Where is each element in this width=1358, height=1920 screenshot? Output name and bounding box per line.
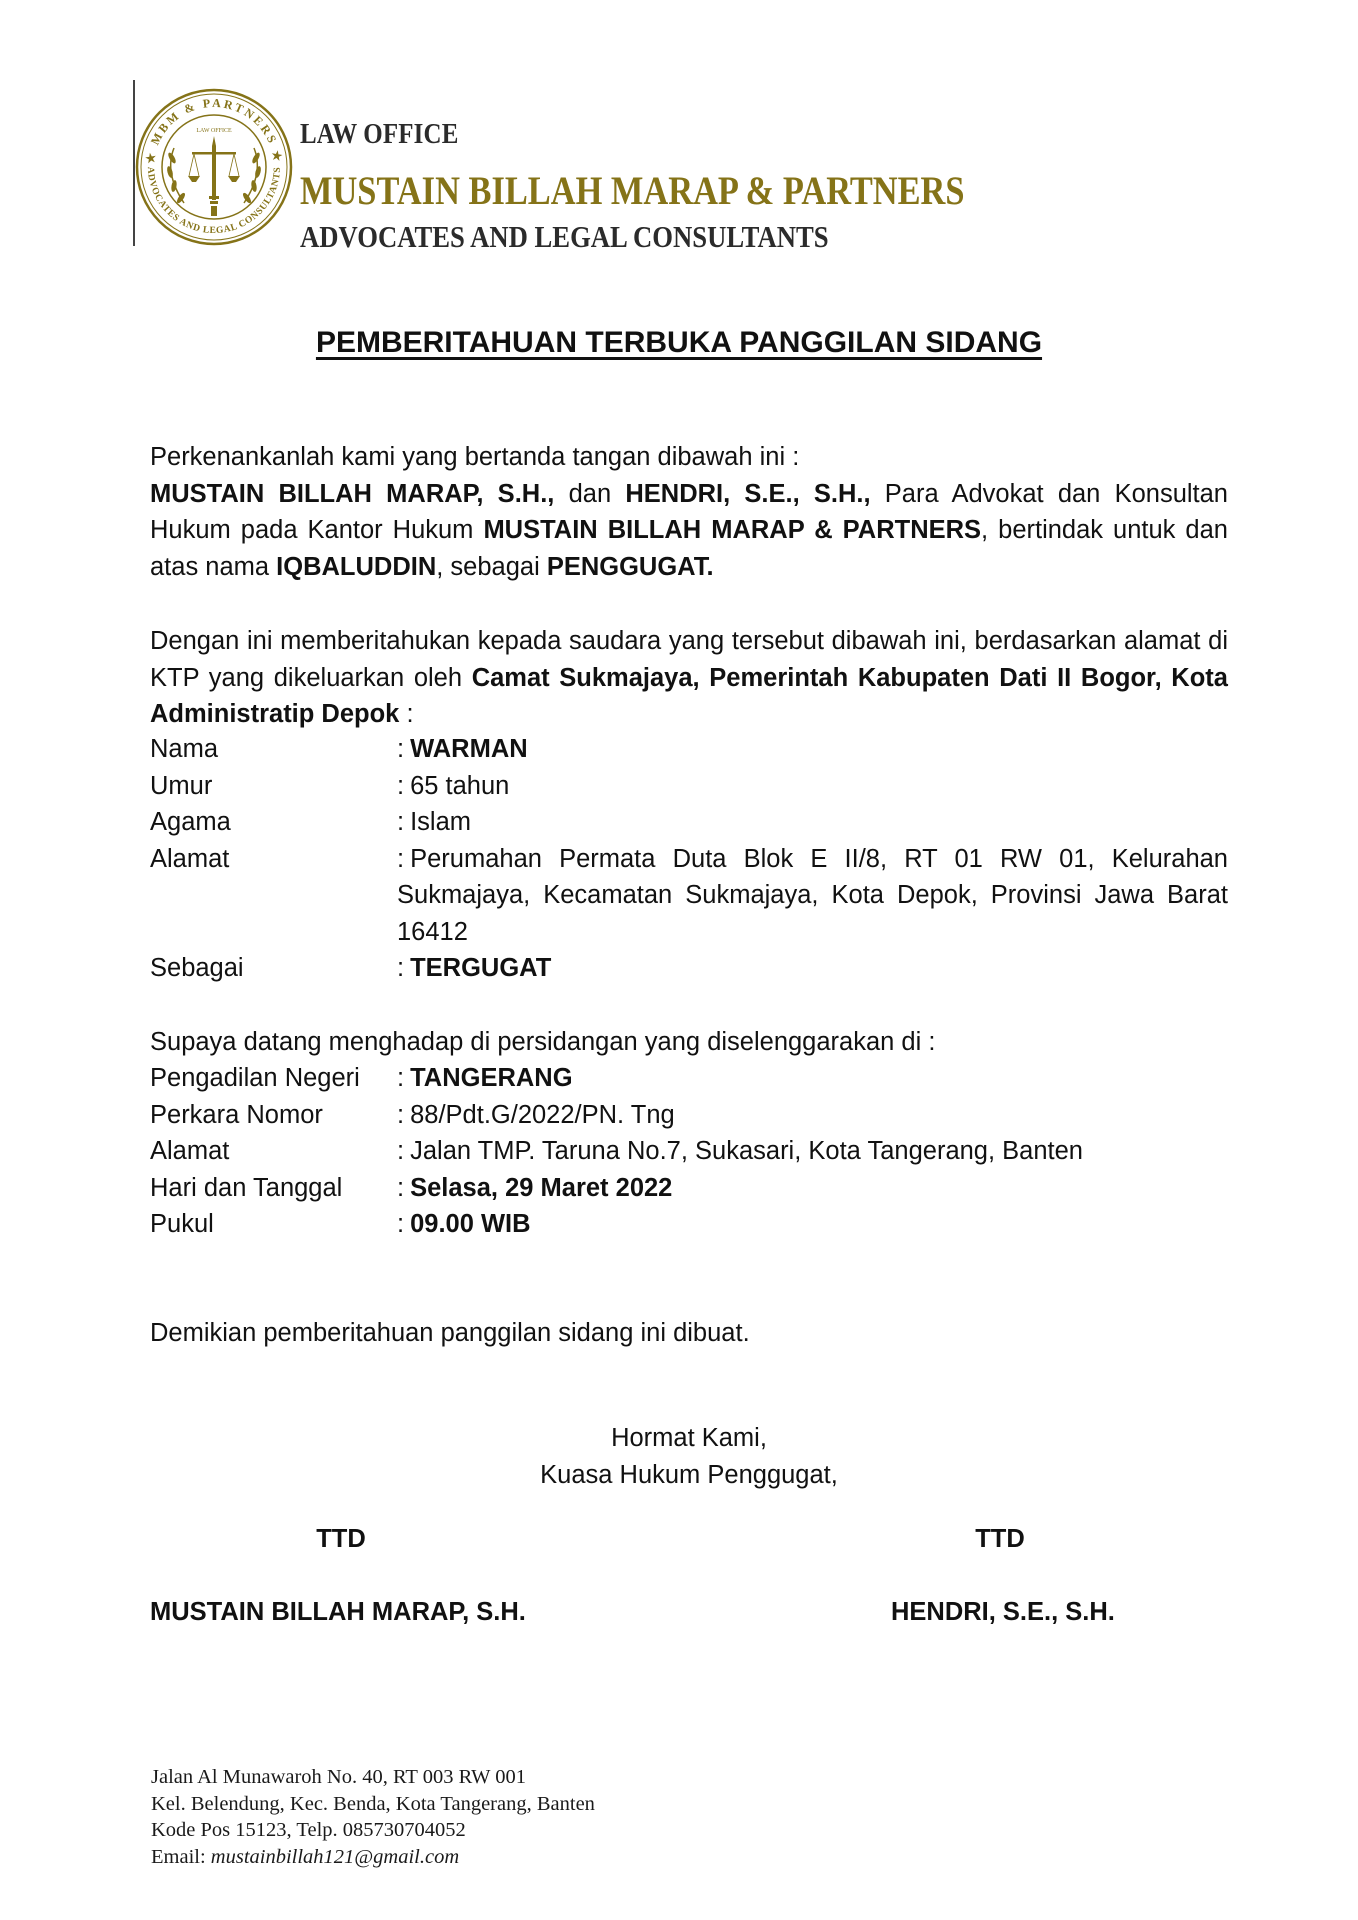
client-name: IQBALUDDIN (276, 552, 437, 581)
defendant-address: Perumahan Permata Duta Blok E II/8, RT 01 RW 01, Kelurahan Sukmajaya, Kecamatan Sukmajaya, Kota Depok, Provinsi Jawa Barat 16412 (397, 844, 1228, 946)
hearing-row-address: Alamat : Jalan TMP. Taruna No.7, Sukasari, Kota Tangerang, Banten (150, 1137, 1083, 1165)
detail-row-umur: Umur : 65 tahun (150, 771, 510, 800)
firm-name: MUSTAIN BILLAH MARAP & PARTNERS (483, 516, 982, 544)
hearing-row-court: Pengadilan Negeri : TANGERANG (150, 1064, 573, 1092)
letterhead-subtitle: ADVOCATES AND LEGAL CONSULTANTS (300, 219, 829, 254)
representation-text: MUSTAIN BILLAH MARAP, S.H., dan HENDRI, S.E., S.H., Para Advokat dan Konsultan Hukum pada Kantor Hukum MUSTAIN BILLAH MARAP & PARTNERS, bertindak untuk dan atas nama IQBALUDDIN, sebagai PENGGUGAT. (150, 479, 1228, 581)
footer-email: mustainbillah121@gmail.com (210, 1845, 460, 1868)
footer-email-line: Email: mustainbillah121@gmail.com (151, 1845, 460, 1868)
signatory-capacity: Kuasa Hukum Penggugat, (540, 1461, 838, 1489)
signature-mark-right: TTD (975, 1525, 1025, 1553)
defendant-religion: Islam (410, 808, 472, 836)
detail-row-agama: Agama : Islam (150, 808, 472, 836)
intro-paragraph (150, 439, 1228, 585)
hearing-details (150, 1060, 1228, 1243)
hearing-time: 09.00 WIB (410, 1210, 531, 1238)
signature-mark-left: TTD (316, 1525, 366, 1553)
hearing-row-case-number: Perkara Nomor : 88/Pdt.G/2022/PN. Tng (150, 1100, 675, 1129)
detail-row-sebagai: Sebagai : TERGUGAT (150, 954, 552, 982)
court-name: TANGERANG (410, 1064, 573, 1092)
svg-text:ADVOCATES AND LEGAL CONSULTANT: ADVOCATES AND LEGAL CONSULTANTS (144, 166, 284, 237)
hearing-intro: Supaya datang menghadap di persidangan yang diselenggarakan di : (150, 1028, 936, 1056)
salutation: Hormat Kami, (611, 1424, 767, 1452)
defendant-details (150, 731, 1228, 987)
client-role: PENGGUGAT. (546, 552, 714, 581)
footer-postal-phone: Kode Pos 15123, Telp. 085730704052 (151, 1819, 466, 1841)
document-title: PEMBERITAHUAN TERBUKA PANGGILAN SIDANG (315, 326, 1043, 359)
detail-row-nama: Nama : WARMAN (150, 735, 528, 763)
letterhead-footer (151, 1764, 595, 1870)
court-address: Jalan TMP. Taruna No.7, Sukasari, Kota Tangerang, Banten (410, 1137, 1083, 1165)
ktp-issuer: Camat Sukmajaya, Pemerintah Kabupaten Dati II Bogor, Kota Administratip Depok (150, 663, 1228, 728)
notice-paragraph: Dengan ini memberitahukan kepada saudara yang tersebut dibawah ini, berdasarkan alamat di KTP yang dikeluarkan oleh Camat Sukmajaya, Pemerintah Kabupaten Dati II Bogor, Kota Administratip Depok : (150, 627, 1228, 728)
intro-line: Perkenankanlah kami yang bertanda tangan dibawah ini : (150, 443, 800, 471)
detail-row-alamat: Alamat : Perumahan Permata Duta Blok E II/8, RT 01 RW 01, Kelurahan Sukmajaya, Kecamatan Sukmajaya, Kota Depok, Provinsi Jawa Barat 16412 (150, 844, 1228, 946)
footer-address-line-2: Kel. Belendung, Kec. Benda, Kota Tangerang, Banten (151, 1792, 595, 1815)
defendant-role: TERGUGAT (410, 954, 552, 982)
svg-text:★ MBM & PARTNERS ★: ★ MBM & PARTNERS ★ (142, 95, 286, 165)
firm-logo-scales-of-justice-icon (134, 88, 294, 246)
hearing-date: Selasa, 29 Maret 2022 (410, 1173, 673, 1202)
case-number: 88/Pdt.G/2022/PN. Tng (410, 1100, 675, 1129)
advocate-1-name: MUSTAIN BILLAH MARAP, S.H., (150, 479, 555, 508)
advocate-2-name: HENDRI, S.E., S.H., (625, 479, 871, 508)
defendant-name: WARMAN (410, 735, 528, 763)
hearing-row-date: Hari dan Tanggal : Selasa, 29 Maret 2022 (150, 1173, 673, 1202)
signatory-name-left: MUSTAIN BILLAH MARAP, S.H. (150, 1598, 526, 1626)
letterhead-firm-name: MUSTAIN BILLAH MARAP & PARTNERS (300, 168, 965, 213)
footer-address-line-1: Jalan Al Munawaroh No. 40, RT 003 RW 001 (151, 1766, 526, 1788)
closing-statement: Demikian pemberitahuan panggilan sidang ini dibuat. (150, 1319, 750, 1347)
letterhead-law-office: LAW OFFICE (300, 118, 459, 150)
hearing-row-time: Pukul : 09.00 WIB (150, 1210, 531, 1238)
defendant-age: 65 tahun (410, 771, 510, 800)
svg-text:LAW OFFICE: LAW OFFICE (196, 128, 232, 134)
signatory-name-right: HENDRI, S.E., S.H. (891, 1598, 1115, 1626)
